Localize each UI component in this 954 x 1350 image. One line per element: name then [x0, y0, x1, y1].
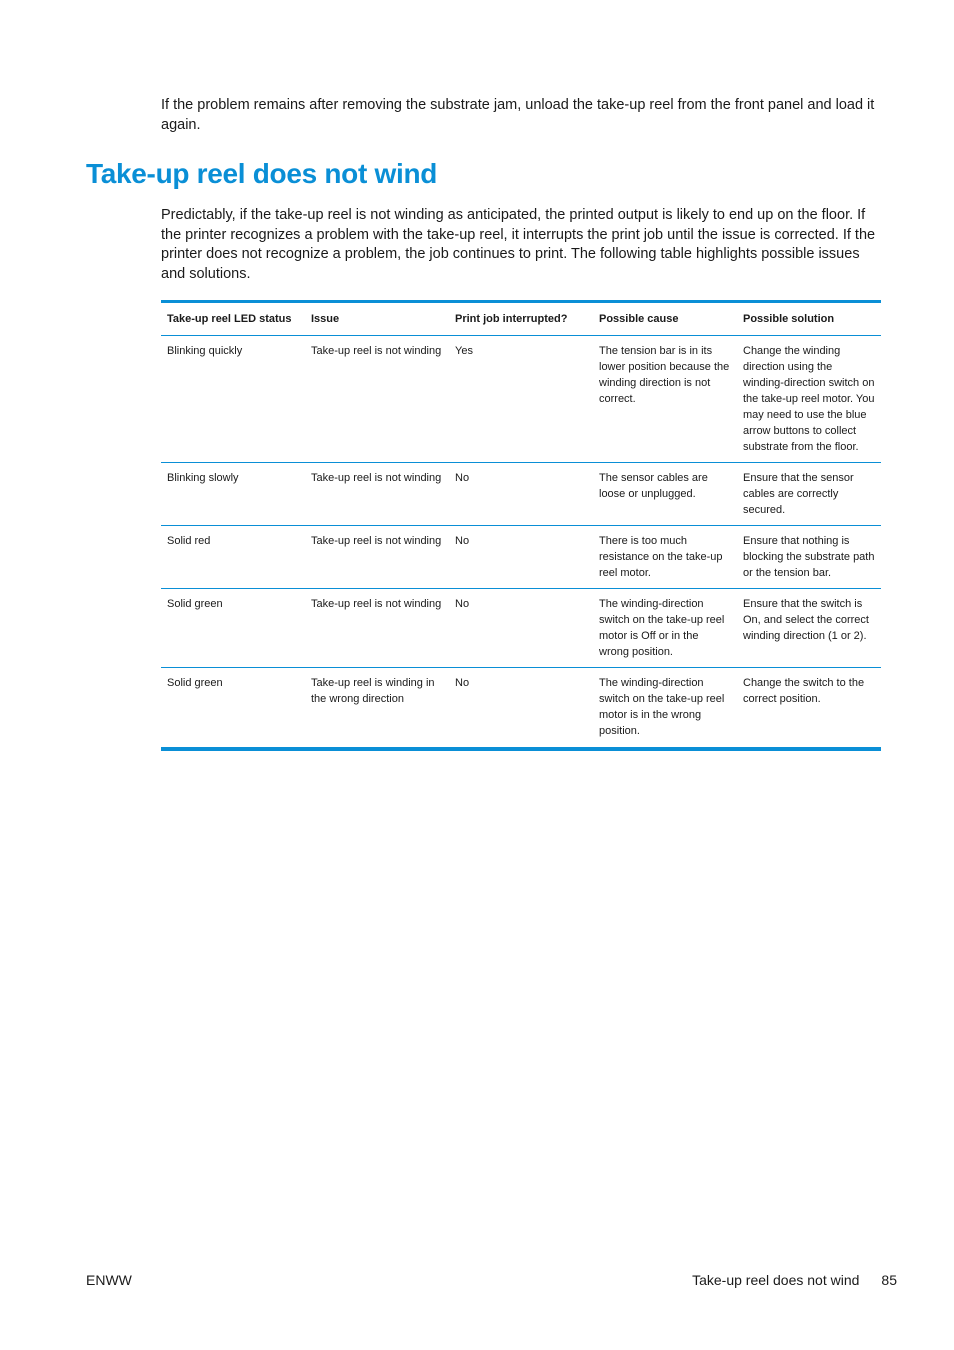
- cell-issue: Take-up reel is not winding: [305, 463, 449, 526]
- cell-solution: Ensure that the sensor cables are correctly secured.: [737, 463, 881, 526]
- column-header-cause: Possible cause: [593, 302, 737, 336]
- cell-led-status: Solid green: [161, 589, 305, 668]
- cell-interrupted: No: [455, 677, 470, 689]
- cell-led-status: Blinking quickly: [161, 336, 305, 463]
- cell-solution: Change the switch to the correct position.: [743, 677, 865, 705]
- cell-solution: Change the winding direction using the winding-direction switch on the take-up reel motor. You may need to use the blue arrow buttons to collect substrate from the floor.: [737, 336, 881, 463]
- column-header-interrupted: Print job interrupted?: [449, 302, 593, 336]
- cell-led-status: Solid red: [161, 526, 305, 589]
- table-header-row: [161, 302, 881, 336]
- cell-cause: The winding-direction switch on the take-up reel motor is in the wrong position.: [599, 677, 725, 737]
- column-header-solution: Possible solution: [737, 302, 881, 336]
- table-row: [161, 336, 881, 463]
- cell-solution: Ensure that nothing is blocking the substrate path or the tension bar.: [737, 526, 881, 589]
- page-number: 85: [881, 1272, 897, 1288]
- column-header-led-status: Take-up reel LED status: [161, 302, 305, 336]
- section-heading: Take-up reel does not wind: [86, 158, 438, 189]
- cell-issue: Take-up reel is not winding: [305, 589, 449, 668]
- description-paragraph: Predictably, if the take-up reel is not winding as anticipated, the printed output is likely to end up on the floor. If the printer recognizes a problem with the take-up reel, it interrupts the print job until the issue is corrected. If the printer does not recognize a problem, the job continues to print. The following table highlights possible issues and solutions.: [161, 207, 876, 282]
- cell-led-status: Solid green: [167, 677, 223, 689]
- cell-solution: Ensure that the switch is On, and select the correct winding direction (1 or 2).: [737, 589, 881, 668]
- footer-page-info: [692, 1272, 897, 1288]
- footer-doc-id: ENWW: [86, 1272, 132, 1288]
- table-row: [161, 526, 881, 589]
- table-row: [161, 589, 881, 668]
- table-row: [161, 463, 881, 526]
- cell-interrupted: No: [449, 589, 593, 668]
- cell-cause: The sensor cables are loose or unplugged.: [593, 463, 737, 526]
- issues-table: [161, 300, 881, 751]
- table-row: [161, 668, 881, 750]
- cell-interrupted: No: [449, 463, 593, 526]
- cell-issue: Take-up reel is winding in the wrong direction: [311, 677, 435, 705]
- cell-cause: The tension bar is in its lower position because the winding direction is not correct.: [593, 336, 737, 463]
- cell-issue: Take-up reel is not winding: [305, 526, 449, 589]
- intro-paragraph: If the problem remains after removing the substrate jam, unload the take-up reel from the front panel and load it again.: [161, 97, 875, 133]
- cell-interrupted: Yes: [449, 336, 593, 463]
- cell-led-status: Blinking slowly: [161, 463, 305, 526]
- cell-cause: The winding-direction switch on the take-up reel motor is Off or in the wrong position.: [593, 589, 737, 668]
- cell-cause: There is too much resistance on the take-up reel motor.: [593, 526, 737, 589]
- cell-issue: Take-up reel is not winding: [305, 336, 449, 463]
- cell-interrupted: No: [449, 526, 593, 589]
- footer-section-title: Take-up reel does not wind: [692, 1272, 860, 1288]
- column-header-issue: Issue: [305, 302, 449, 336]
